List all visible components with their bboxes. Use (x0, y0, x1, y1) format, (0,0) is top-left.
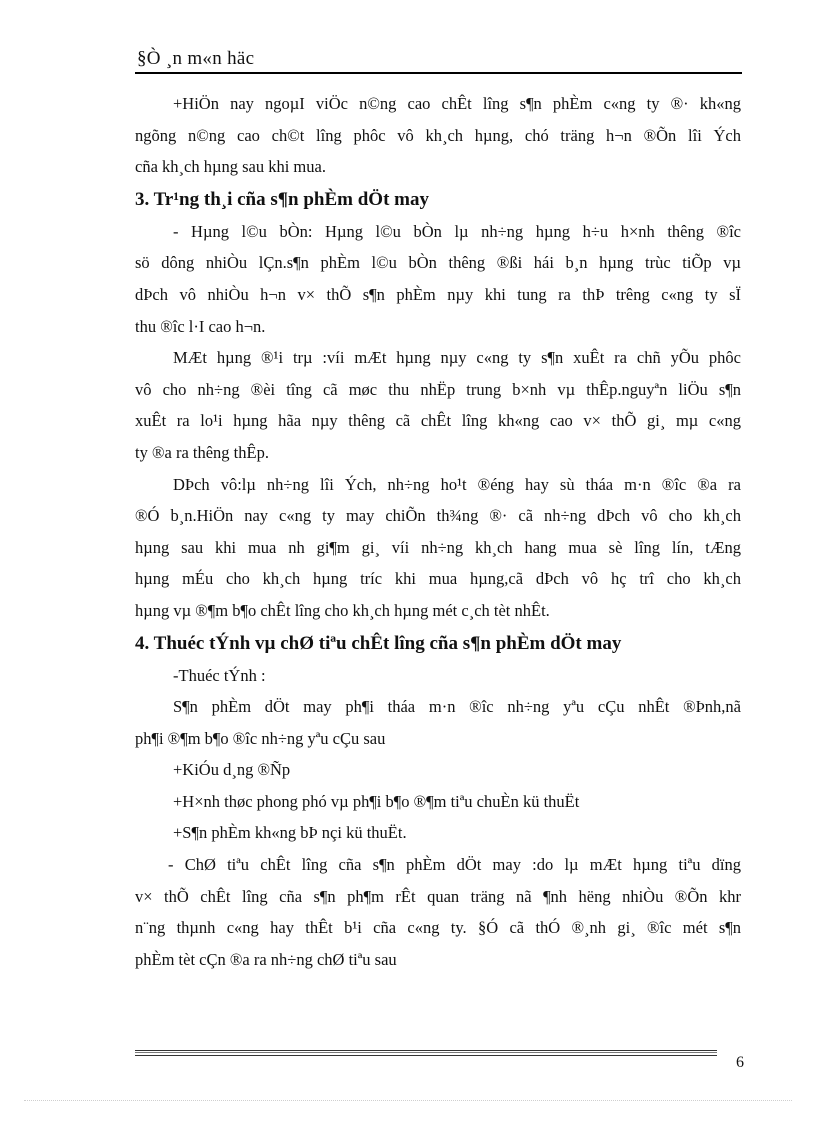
running-header: §Ò ¸n m«n häc (137, 48, 255, 69)
paragraph-line: xuÊt ra lo¹i hµng hãa nµy thêng cã chÊt lîng kh«ng cao v× thÕ gi¸ mµ c«ng (135, 411, 741, 431)
paragraph-line: v× thÕ chÊt lîng cña s¶n ph¶m rÊt quan träng nã ¶nh hëng nhiÒu ®Õn khr (135, 886, 741, 906)
page-break-divider (24, 1100, 792, 1101)
footer-rule (135, 1050, 717, 1056)
paragraph-line: hµng mÉu cho kh¸ch hµng tríc khi mua hµng,cã dÞch vô hç trî cho kh¸ch (135, 569, 741, 589)
paragraph-line: - Hµng l©u bÒn: Hµng l©u bÒn lµ nh÷ng hµng h÷u h×nh thêng ®îc (173, 221, 741, 241)
section-heading-4: 4. Thuéc tÝnh vµ chØ tiªu chÊt lîng cña s¶n phÈm dÖt may (135, 632, 622, 654)
paragraph-line: thu ®îc l·I cao h¬n. (135, 316, 266, 336)
bullet-item: +KiÓu d¸ng ®Ñp (173, 760, 291, 780)
paragraph-line: +HiÖn nay ngoµI viÖc n©ng cao chÊt lîng s¶n phÈm c«ng ty ®· kh«ng (173, 94, 741, 113)
paragraph-line: hµng vµ ®¶m b¶o chÊt lîng cho kh¸ch hµng mét c¸ch tèt nhÊt. (135, 600, 550, 620)
paragraph-line: ®Ó b¸n.HiÖn nay c«ng ty may chiÕn th¾ng ®· cã nh÷ng dÞch vô cho kh¸ch (135, 506, 741, 526)
bullet-item: +S¶n phÈm kh«ng bÞ nçi kü thuËt. (173, 823, 407, 843)
page-number: 6 (736, 1054, 744, 1071)
paragraph-line: ty ®a ra thêng thÊp. (135, 442, 269, 462)
paragraph-line: cña kh¸ch hµng sau khi mua. (135, 157, 326, 177)
paragraph-line: DÞch vô:lµ nh÷ng lîi Ých, nh÷ng ho¹t ®éng hay sù tháa m·n ®îc ®a ra (173, 474, 741, 494)
paragraph-line: ph¶i ®¶m b¶o ®îc nh÷ng yªu cÇu sau (135, 728, 386, 748)
paragraph-line: hµng sau khi mua nh gi¶m gi¸ víi nh÷ng kh¸ch hang mua sè lîng lín, tÆng (135, 537, 741, 557)
paragraph-line: ngõng n©ng cao ch©t lîng phôc vô kh¸ch hµng, chó träng h¬n ®Õn lîi Ých (135, 125, 741, 145)
paragraph-line: MÆt hµng ®¹i trµ :víi mÆt hµng nµy c«ng ty s¶n xuÊt ra chñ yÕu phôc (173, 348, 741, 368)
paragraph-line: sö dông nhiÒu lÇn.s¶n phÈm l©u bÒn thêng ®ßi hái b¸n hµng trùc tiÕp vµ (135, 253, 741, 273)
paragraph-line: - ChØ tiªu chÊt lîng cña s¶n phÈm dÖt may :do lµ mÆt hµng tiªu dïng (168, 855, 741, 875)
body-text (135, 88, 741, 975)
paragraph-line: dÞch vô nhiÒu h¬n v× thÕ s¶n phÈm nµy khi tung ra thÞ trêng c«ng ty sÏ (135, 284, 741, 304)
paragraph-line: S¶n phÈm dÖt may ph¶i tháa m·n ®îc nh÷ng yªu cÇu nhÊt ®Þnh,nã (173, 697, 741, 717)
section-heading-3: 3. Tr¹ng th¸i cña s¶n phÈm dÖt may (135, 188, 429, 210)
paragraph-line: phÈm tèt cÇn ®a ra nh÷ng chØ tiªu sau (135, 949, 397, 969)
subsection-label: -Thuéc tÝnh : (173, 665, 266, 685)
header-rule (135, 72, 742, 74)
paragraph-line: n¨ng thµnh c«ng hay thÊt b¹i cña c«ng ty. §Ó cã thÓ ®¸nh gi¸ ®îc mét s¶n (135, 918, 741, 938)
paragraph-line: vô cho nh÷ng ®èi tîng cã møc thu nhËp trung b×nh vµ thÊp.nguyªn liÖu s¶n (135, 379, 741, 399)
bullet-item: +H×nh thøc phong phó vµ ph¶i b¶o ®¶m tiªu chuÈn kü thuËt (173, 791, 580, 811)
